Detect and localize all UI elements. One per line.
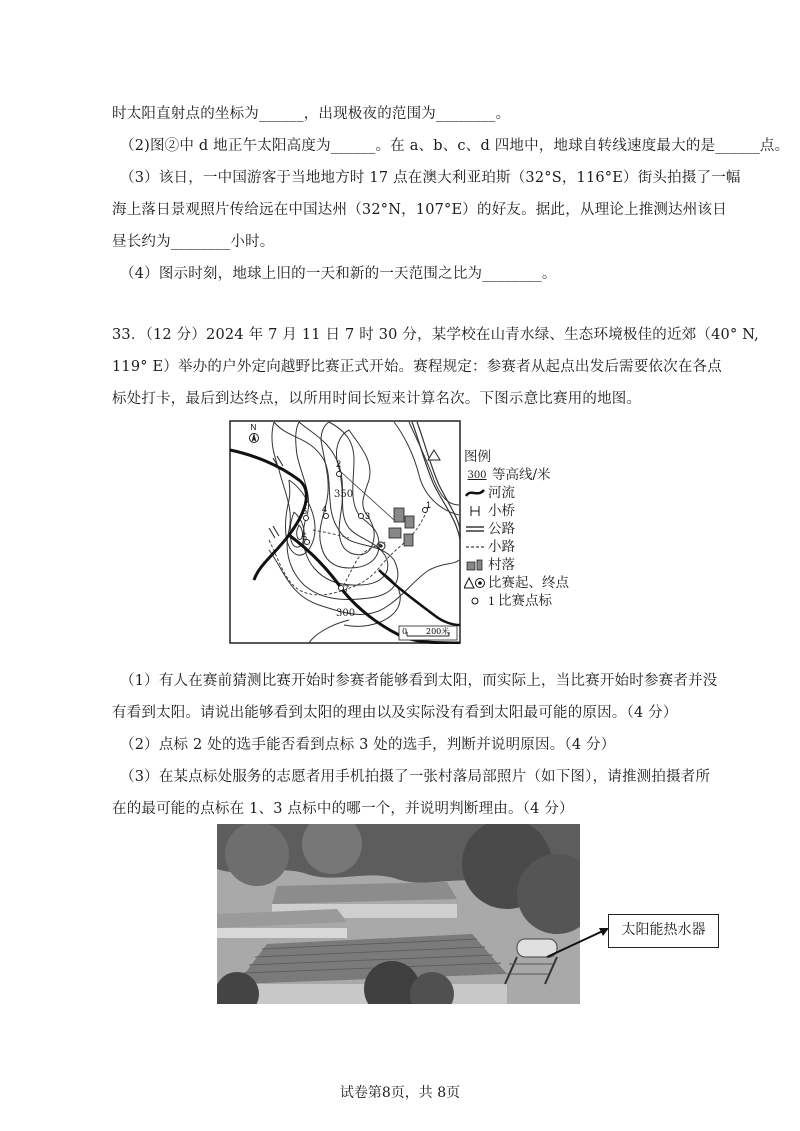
legend-title: 图例 — [464, 448, 491, 465]
contour-label-300: 300 — [336, 608, 356, 619]
orienteering-map — [229, 420, 461, 644]
text-line-5: 昼长约为________小时。 — [112, 234, 275, 250]
question-33-line-2: 119° E）举办的户外定向越野比赛正式开始。赛程规定：参赛者从起点出发后需要依次在各点 — [112, 359, 722, 375]
callout-arrow-icon — [545, 924, 611, 960]
point-label-7: 7 — [344, 584, 350, 594]
legend-bridge: 小桥 — [464, 502, 604, 520]
text-line-1: 时太阳直射点的坐标为______，出现极夜的范围为________。 — [112, 106, 511, 122]
sub-question-1-line-1: （1）有人在赛前猜测比赛开始时参赛者能够看到太阳，而实际上，当比赛开始时参赛者并没 — [120, 673, 718, 689]
legend-control-point: 1 比赛点标 — [464, 592, 604, 610]
control-point-icon — [464, 596, 486, 606]
text-line-3: （3）该日，一中国游客于当地地方时 17 点在澳大利亚珀斯（32°S，116°E）街头拍摄了一幅 — [120, 170, 741, 186]
contour-label-350: 350 — [334, 489, 354, 500]
point-label-3: 3 — [365, 511, 371, 521]
legend-point-sample: 1 — [488, 594, 495, 608]
legend-village: 村落 — [464, 556, 604, 574]
legend-path: 小路 — [464, 538, 604, 556]
legend-contour-sample: 300 — [467, 469, 487, 481]
point-label-1: 1 — [426, 500, 432, 510]
control-point-3 — [359, 514, 364, 519]
sub-question-2: （2）点标 2 处的选手能否看到点标 3 处的选手，判断并说明原因。（4 分） — [120, 737, 616, 753]
page-footer: 试卷第8页，共 8页 — [339, 1085, 461, 1101]
text-line-2: （2)图②中 d 地正午太阳高度为______。在 a、b、c、d 四地中，地球自转线速度最大的是______点。 — [120, 138, 790, 154]
road-icon — [464, 525, 486, 533]
text-line-6: （4）图示时刻，地球上旧的一天和新的一天范围之比为________。 — [120, 266, 557, 282]
village-photo — [217, 824, 580, 1004]
village-icon — [464, 559, 486, 571]
callout-label: 太阳能热水器 — [608, 914, 719, 948]
legend-start-finish: 比赛起、终点 — [464, 574, 604, 592]
scale-label: 200米 — [426, 627, 450, 636]
point-label-2: 2 — [336, 459, 342, 469]
river-icon — [464, 488, 486, 498]
map-legend — [464, 448, 604, 610]
control-point-6 — [304, 516, 309, 521]
question-33-line-3: 标处打卡，最后到达终点，以所用时间长短来计算名次。下图示意比赛用的地图。 — [112, 391, 642, 407]
text-line-4: 海上落日景观照片传给远在中国达州（32°N，107°E）的好友。据此，从理论上推测达州该日 — [112, 202, 727, 218]
north-label: N — [250, 423, 257, 432]
sub-question-3-line-2: 在的最可能的点标在 1、3 点标中的哪一个，并说明判断理由。（4 分） — [112, 801, 574, 817]
sub-question-1-line-2: 有看到太阳。请说出能够看到太阳的理由以及实际没有看到太阳最可能的原因。（4 分） — [112, 705, 678, 721]
control-point-2 — [337, 472, 342, 477]
scale-zero: 0 — [402, 627, 408, 636]
legend-river: 河流 — [464, 484, 604, 502]
legend-contour: 300 等高线/米 — [464, 466, 604, 484]
question-33-line-1: 33．（12 分）2024 年 7 月 11 日 7 时 30 分，某学校在山青水绿、生态环境极佳的近郊（40° N, — [112, 327, 759, 343]
path-icon — [464, 544, 486, 550]
control-point-4 — [324, 514, 329, 519]
point-label-6: 6 — [302, 506, 308, 516]
sub-question-3-line-1: （3）在某点标处服务的志愿者用手机拍摄了一张村落局部照片（如下图），请推测拍摄者所 — [120, 769, 711, 785]
start-finish-icon — [464, 577, 486, 589]
bridge-icon — [464, 505, 486, 517]
legend-road: 公路 — [464, 520, 604, 538]
point-label-5: 5 — [302, 532, 308, 542]
point-label-4: 4 — [322, 504, 328, 514]
control-point-7 — [339, 586, 344, 591]
